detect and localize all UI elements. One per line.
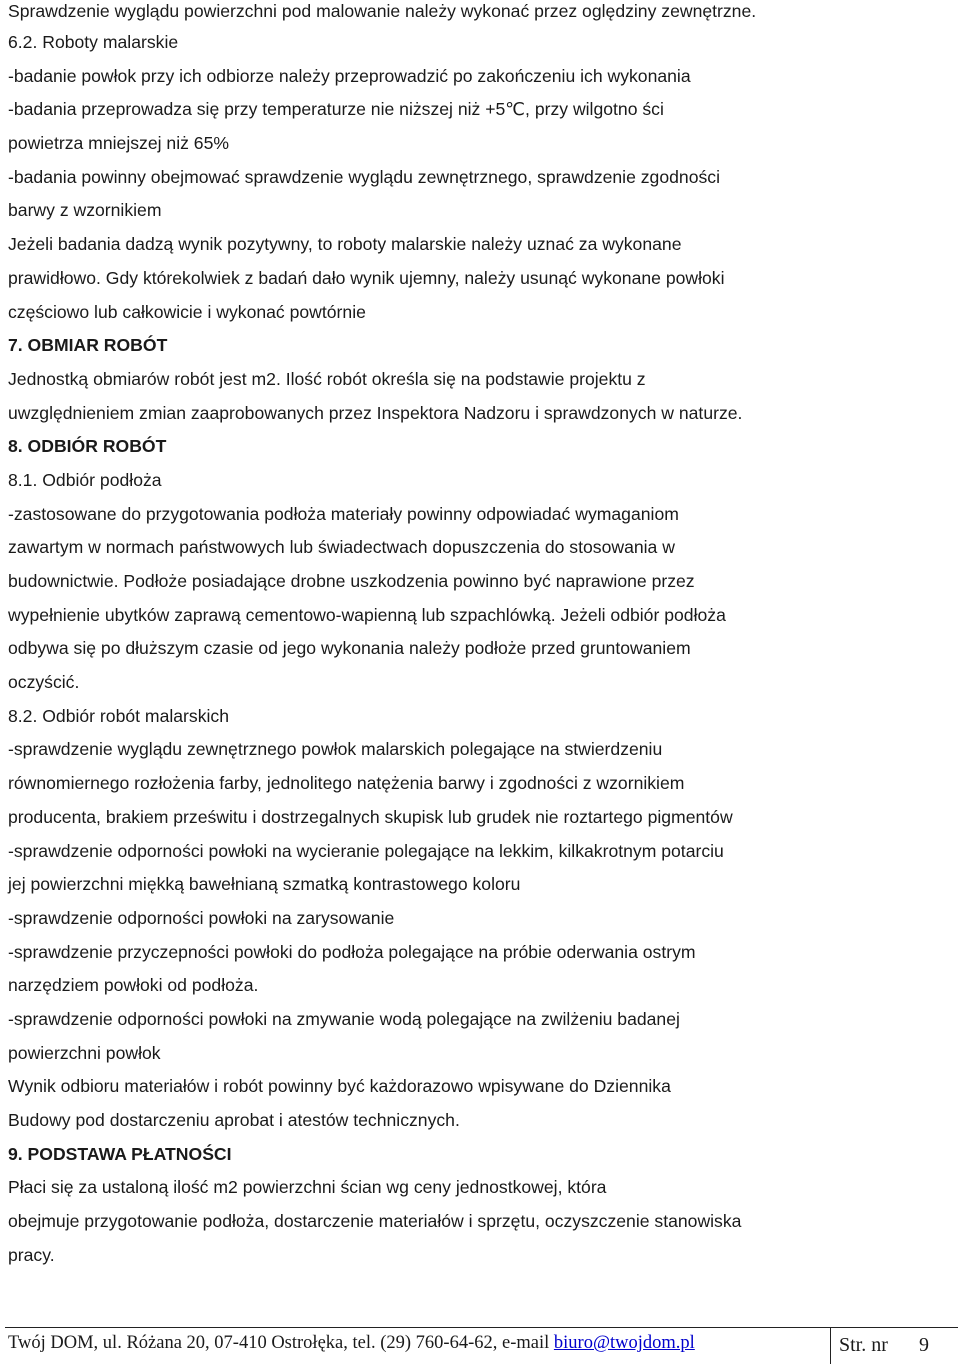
text-line: barwy z wzornikiem [8,200,162,221]
text-line: -badanie powłok przy ich odbiorze należy przeprowadzić po zakończeniu ich wykonania [8,65,691,86]
text-line: -sprawdzenie przyczepności powłoki do podłoża polegające na próbie oderwania ostrym [8,941,696,962]
text-line: częściowo lub całkowicie i wykonać powtórnie [8,301,366,322]
text-line: -sprawdzenie odporności powłoki na zarysowanie [8,907,395,928]
text-line: -sprawdzenie odporności powłoki na wycieranie polegające na lekkim, kilkakrotnym potarciu [8,840,724,861]
text-line: budownictwie. Podłoże posiadające drobne uszkodzenia powinno być naprawione przez [8,571,695,591]
section-heading: 9. PODSTAWA PŁATNOŚCI [8,1143,232,1164]
text-line: 8.1. Odbiór podłoża [8,469,162,490]
text-line: Wynik odbioru materiałów i robót powinny być każdorazowo wpisywane do Dziennika [8,1076,671,1097]
page-footer [0,1327,960,1364]
text-line: uwzględnieniem zmian zaaprobowanych przez Inspektora Nadzoru i sprawdzonych w naturze. [8,402,743,423]
footer-email-link[interactable]: biuro@twojdom.pl [553,1333,695,1353]
document-body [8,0,938,1272]
page-label: Str. nr [839,1334,888,1356]
text-line: oczyścić. [8,672,80,693]
text-line: równomiernego rozłożenia farby, jednolitego natężenia barwy i zgodności z wzornikiem [8,773,685,794]
text-line: -sprawdzenie wyglądu zewnętrznego powłok malarskich polegające na stwierdzeniu [8,739,663,760]
text-line: powietrza mniejszej niż 65% [8,133,229,154]
text-line: Budowy pod dostarczeniu aprobat i atestów technicznych. [8,1110,460,1130]
text-line: -badania powinny obejmować sprawdzenie wyglądu zewnętrznego, sprawdzenie zgodności [8,166,720,187]
text-line: Sprawdzenie wyglądu powierzchni pod malowanie należy wykonać przez oględziny zewnętrzne. [8,1,757,21]
section-heading: 8. ODBIÓR ROBÓT [8,436,167,457]
text-line: prawidłowo. Gdy którekolwiek z badań dało wynik ujemny, należy usunąć wykonane powłoki [8,267,725,288]
text-line: powierzchni powłok [8,1042,161,1063]
text-line: jej powierzchni miękką bawełnianą szmatką kontrastowego koloru [8,874,521,895]
text-line: zawartym w normach państwowych lub świadectwach dopuszczenia do stosowania w [8,537,675,558]
text-line: 6.2. Roboty malarskie [8,32,179,52]
text-line: obejmuje przygotowanie podłoża, dostarczenie materiałów i sprzętu, oczyszczenie stanowiska [8,1211,742,1232]
footer-address-text: Twój DOM, ul. Różana 20, 07-410 Ostrołęka, tel. (29) 760-64-62, e-mail [8,1333,554,1353]
text-line: narzędziem powłoki od podłoża. [8,975,259,996]
text-line: -zastosowane do przygotowania podłoża materiały powinny odpowiadać wymaganiom [8,503,679,524]
text-line: odbywa się po dłuższym czasie od jego wykonania należy podłoże przed gruntowaniem [8,638,691,659]
text-line: wypełnienie ubytków zaprawą cementowo-wapienną lub szpachlówką. Jeżeli odbiór podłoża [8,604,726,625]
text-line: 8.2. Odbiór robót malarskich [8,705,229,726]
text-line: producenta, brakiem prześwitu i dostrzegalnych skupisk lub grudek nie roztartego pigmentów [8,806,733,827]
text-line: -badania przeprowadza się przy temperaturze nie niższej niż +5℃, przy wilgotno ści [8,99,664,120]
text-line: pracy. [8,1244,55,1265]
text-line: Jeżeli badania dadzą wynik pozytywny, to roboty malarskie należy uznać za wykonane [8,234,682,255]
text-line: -sprawdzenie odporności powłoki na zmywanie wodą polegające na zwilżeniu badanej [8,1008,680,1029]
text-line: Płaci się za ustaloną ilość m2 powierzchni ścian wg ceny jednostkowej, która [8,1177,607,1198]
footer-rule [5,1327,958,1328]
footer-address [8,1333,695,1354]
section-heading: 7. OBMIAR ROBÓT [8,335,168,356]
text-line: Jednostką obmiarów robót jest m2. Ilość robót określa się na podstawie projektu z [8,368,646,389]
page-number: 9 [919,1334,929,1356]
page-number-box [830,1328,959,1364]
